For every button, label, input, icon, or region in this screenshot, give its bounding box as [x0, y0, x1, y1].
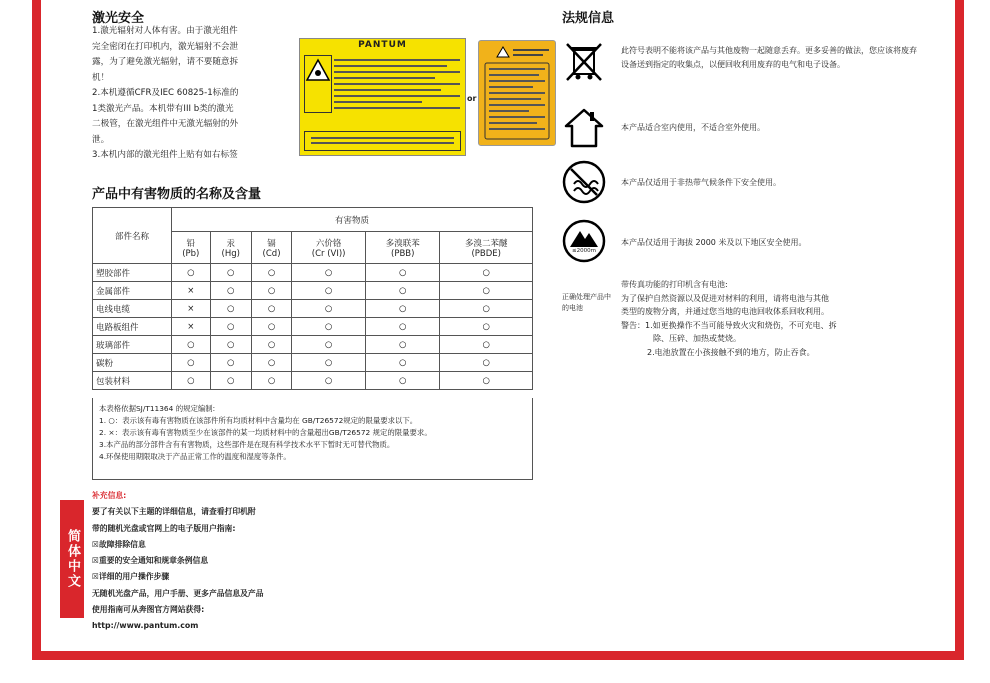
note-line: 4.环保使用期限取决于产品正常工作的温度和湿度等条件。 [99, 452, 291, 461]
laser-line: 2.本机遵循CFR及IEC 60825-1标准的 [92, 88, 239, 98]
or-text: or [467, 94, 477, 103]
note-line: 2. ×：表示该有毒有害物质至少在该部件的某一均质材料中的含量超出GB/T26572 规定的限量要求。 [99, 428, 432, 437]
note-line: 本表格依据SJ/T11364 的规定编制: [99, 404, 216, 413]
hazard-table-notes [92, 398, 533, 480]
hazard-table-title: 产品中有害物质的名称及含量 [92, 187, 262, 202]
label-brand: PANTUM [358, 40, 407, 50]
supplement-line: 无随机光盘产品，用户手册、更多产品信息及产品 [92, 588, 264, 598]
laser-line: 1.激光辐射对人体有害。由于激光组件 [92, 26, 238, 36]
substance-header: 六价铬 (Cr (VI)) [292, 232, 366, 264]
laser-line: 1类激光产品。本机带有III b类的激光 [92, 103, 234, 114]
supplement-title: 补充信息: [92, 491, 127, 500]
battery-line: 警告：1.如更换操作不当可能导致火灾和烧伤，不可充电、拆 [621, 320, 837, 330]
battery-label: 正确处理产品中的电池 [562, 293, 611, 312]
substance-header: 汞 (Hg) [210, 232, 251, 264]
label-fine-print [334, 55, 460, 133]
table-row: 电路板组件 × ○ ○ ○ ○ ○ [93, 318, 533, 336]
laser-safety-title: 激光安全 [92, 11, 145, 26]
substance-header: 镉 (Cd) [251, 232, 291, 264]
substance-header: 铅 (Pb) [172, 232, 211, 264]
laser-line: 二极管，在激光组件中无激光辐射的外 [92, 119, 239, 129]
laser-warning-label-alt [478, 40, 556, 146]
laser-warning-label [299, 38, 466, 156]
battery-line: 带传真功能的打印机含有电池: [621, 280, 728, 289]
supplement-section [92, 488, 264, 635]
substance-header: 多溴联苯 (PBB) [366, 232, 440, 264]
label-footer-box [304, 131, 461, 151]
supplement-line: ☒重要的安全通知和规章条例信息 [92, 556, 209, 566]
battery-line: 为了保护自然资源以及促进对材料的利用，请将电池与其他 [621, 293, 829, 303]
battery-line: 2.电池放置在小孩接触不到的地方，防止吞食。 [647, 347, 815, 357]
battery-line: 类型的废物分离，并通过您当地的电池回收体系回收利用。 [621, 307, 829, 316]
house-icon [562, 106, 606, 150]
altitude-label: ≤2000m [572, 248, 596, 254]
laser-line: 机！ [92, 72, 110, 83]
laser-line: 泄。 [92, 134, 110, 145]
note-line: 1. ○：表示该有毒有害物质在该部件所有均质材料中含量均在 GB/T26572规定的限量要求以下。 [99, 416, 418, 425]
note-line: 3.本产品的部分部件含有有害物质，这些部件是在现有科学技术水平下暂时无可替代物质。 [99, 440, 395, 449]
weee-text: 此符号表明不能将该产品与其他废物一起随意丢弃。更多妥善的做法，您应该将废弃设备送到指定的收集点，以便回收利用废弃的电气和电子设备。 [621, 46, 917, 69]
language-tab: 简体中文 [60, 500, 84, 618]
website-link[interactable]: http://www.pantum.com [92, 621, 199, 631]
battery-line: 除、压碎、加热或焚烧。 [653, 334, 741, 343]
climate-text: 本产品仅适用于非热带气候条件下安全使用。 [621, 178, 781, 187]
weee-bin-icon [562, 40, 606, 84]
table-row: 塑胶部件 ○ ○ ○ ○ ○ ○ [93, 264, 533, 282]
altitude-icon [562, 219, 606, 263]
table-row: 金属部件 × ○ ○ ○ ○ ○ [93, 282, 533, 300]
part-header: 部件名称 [93, 208, 172, 264]
supplement-line: 带的随机光盘或官网上的电子版用户指南: [92, 523, 236, 533]
battery-section [621, 278, 921, 359]
regulatory-title: 法规信息 [562, 11, 615, 26]
altitude-text: 本产品仅适用于海拔 2000 米及以下地区安全使用。 [621, 238, 807, 247]
supplement-line: ☒故障排除信息 [92, 539, 146, 549]
substance-group-header: 有害物质 [172, 208, 533, 232]
table-row: 电线电缆 × ○ ○ ○ ○ ○ [93, 300, 533, 318]
laser-line: 3.本机内部的激光组件上贴有如右标签 [92, 150, 238, 160]
laser-line: 完全密闭在打印机内，激光辐射不会泄 [92, 41, 239, 52]
supplement-line: 要了有关以下主题的详细信息，请查看打印机附 [92, 507, 256, 517]
table-row: 玻璃部件 ○ ○ ○ ○ ○ ○ [93, 336, 533, 354]
laser-line: 露，为了避免激光辐射，请不要随意拆 [92, 57, 239, 67]
supplement-line: 使用指南可从奔图官方网站获得: [92, 605, 205, 615]
hazard-table [92, 207, 533, 390]
laser-hazard-icon [304, 55, 332, 113]
substance-header: 多溴二苯醚 (PBDE) [440, 232, 533, 264]
non-tropical-icon [562, 160, 606, 204]
table-row: 包装材料 ○ ○ ○ ○ ○ ○ [93, 372, 533, 390]
supplement-line: ☒详细的用户操作步骤 [92, 572, 170, 582]
label-alt-art [479, 41, 555, 145]
table-row: 碳粉 ○ ○ ○ ○ ○ ○ [93, 354, 533, 372]
laser-safety-text [92, 24, 297, 164]
indoor-use-text: 本产品适合室内使用，不适合室外使用。 [621, 123, 765, 132]
